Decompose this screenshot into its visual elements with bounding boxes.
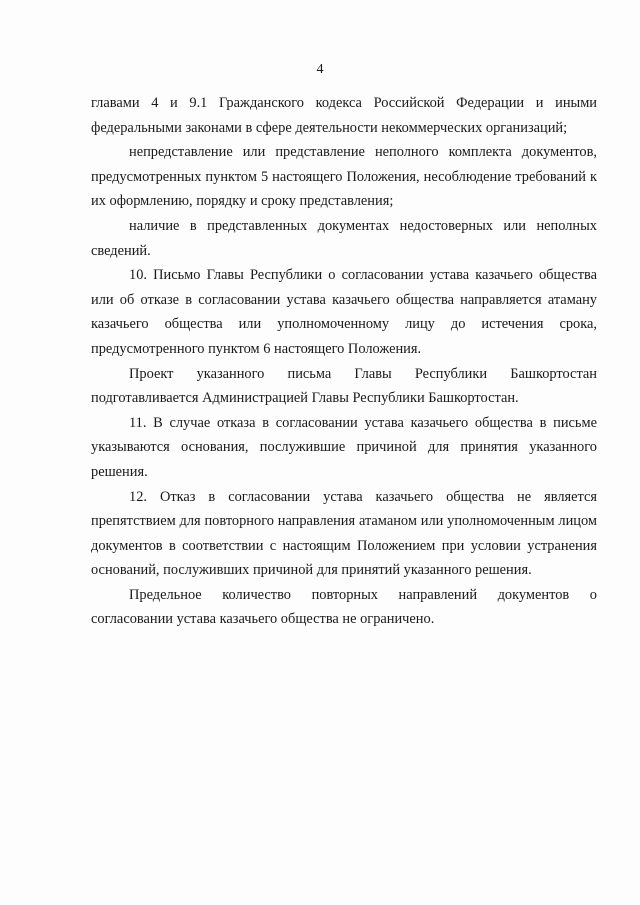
paragraph-item-11: 11. В случае отказа в согласовании устава казачьего общества в письме указываются основания, послужившие причиной для принятия указанного решения. (91, 414, 597, 480)
page-number: 4 (316, 62, 324, 77)
paragraph-draft-letter: Проект указанного письма Главы Республики Башкортостан подготавливается Администрацией Главы Республики Башкортостан. (91, 365, 597, 407)
paragraph-item-10: 10. Письмо Главы Республики о согласовании устава казачьего общества или об отказе в согласовании устава казачьего общества направляется атаману казачьего общества или уполномоченному лицу до истечения срока, предусмотренного пунктом 6 настоящего Положения. (91, 267, 597, 357)
paragraph-item-12: 12. Отказ в согласовании устава казачьего общества не является препятствием для повторного направления атаманом или уполномоченным лицом документов в соответствии с настоящим Положением при условии устранения оснований, послуживших причиной для принятий указанного решения. (91, 488, 597, 579)
paragraph-incomplete-documents: непредставление или представление неполного комплекта документов, предусмотренных пунктом 5 настоящего Положения, несоблюдение требований к их оформлению, порядку и сроку представления; (91, 144, 597, 210)
paragraph-continuation: главами 4 и 9.1 Гражданского кодекса Российской Федерации и иными федеральными законами в сфере деятельности некоммерческих организаций; (91, 95, 597, 136)
paragraph-repeat-limit: Предельное количество повторных направлений документов о согласовании устава казачьего общества не ограничено. (91, 586, 597, 628)
document-body (91, 91, 597, 632)
paragraph-inaccurate-information: наличие в представленных документах недостоверных или неполных сведений. (91, 217, 597, 259)
